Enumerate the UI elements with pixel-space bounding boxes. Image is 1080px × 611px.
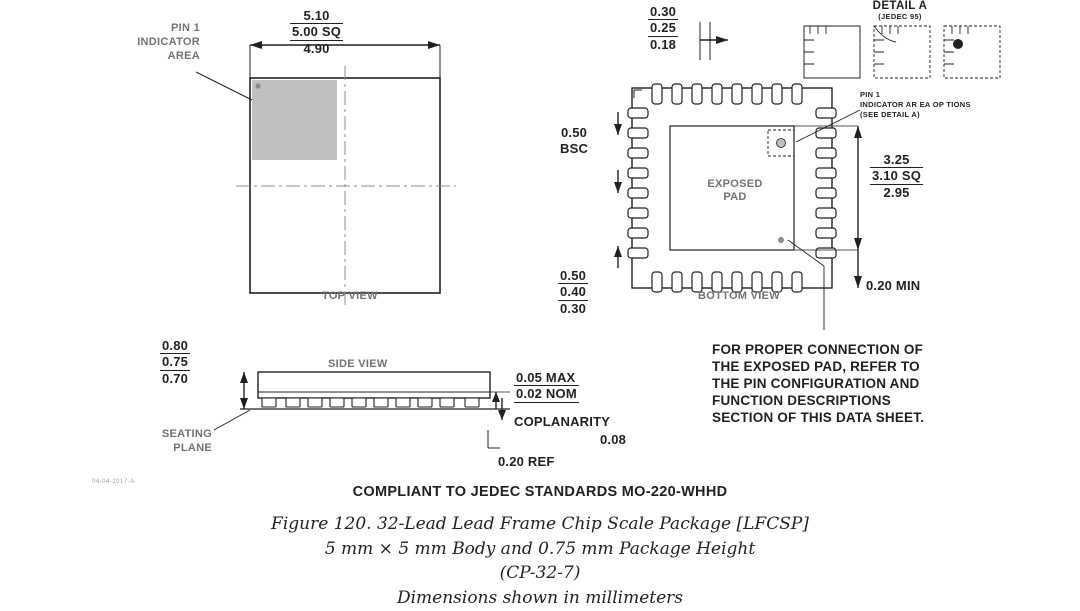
lead-length-max: 0.50 — [560, 268, 587, 283]
pad-max: 3.25 — [883, 152, 910, 167]
detail-a-drawing — [790, 22, 1020, 88]
body-size-min: 4.90 — [303, 40, 330, 56]
top-view-group — [0, 0, 520, 330]
body-size-dimension — [290, 8, 343, 56]
seating-plane-label — [120, 428, 212, 456]
pin1-options-line3: (SEE DETAIL A) — [860, 110, 920, 120]
lead-length-nom: 0.40 — [560, 284, 587, 300]
height-min: 0.70 — [162, 370, 189, 386]
lead-width-dimension — [648, 4, 678, 52]
pin1-options-line2: INDICATOR AR EA OP TIONS — [860, 100, 971, 110]
exposed-pad-note — [712, 342, 924, 426]
coplanarity-value: 0.08 — [600, 432, 627, 447]
side-view-label: SIDE VIEW — [328, 358, 388, 370]
lead-width-min: 0.18 — [650, 36, 677, 52]
pitch-ref: BSC — [560, 140, 589, 156]
caption-line-1: Figure 120. 32-Lead Lead Frame Chip Scale Package [LFCSP] — [271, 514, 809, 534]
lead-width-max: 0.30 — [650, 4, 677, 19]
seating-plane-line1: SEATING — [161, 428, 212, 440]
top-view-drawing — [0, 0, 520, 330]
figure-caption — [0, 512, 1080, 611]
bottom-view-label: BOTTOM VIEW — [698, 290, 780, 302]
detail-a-subtitle: (JEDEC 95) — [878, 12, 922, 22]
height-max: 0.80 — [162, 338, 189, 353]
height-nom: 0.75 — [162, 354, 189, 370]
side-revision-code-text: 04-04-2017-A — [92, 479, 135, 485]
pin1-area-line3: AREA — [167, 49, 200, 62]
package-height-dimension — [160, 338, 190, 386]
standoff-min-dimension: 0.20 MIN — [866, 278, 921, 293]
side-view-group — [110, 330, 670, 490]
caption-line-3: (CP-32-7) — [499, 563, 581, 584]
detail-a-title: DETAIL A — [872, 0, 928, 12]
exposed-pad-line1: EXPOSED — [707, 178, 763, 190]
note-line5: SECTION OF THIS DATA SHEET. — [712, 409, 925, 425]
pitch-value: 0.50 — [560, 125, 588, 140]
exposed-pad-label — [700, 178, 770, 204]
pin1-indicator-area-label — [120, 22, 200, 63]
note-line4: FUNCTION DESCRIPTIONS — [712, 392, 891, 408]
side-view-drawing — [110, 330, 670, 490]
body-size-nom: 5.00 SQ — [292, 24, 342, 40]
top-view-label: TOP VIEW — [322, 290, 378, 302]
pitch-dimension — [560, 125, 588, 156]
note-line2: THE EXPOSED PAD, REFER TO — [712, 358, 920, 374]
pin1-indicator-options-label — [860, 90, 971, 120]
detail-a-title-block — [830, 0, 970, 22]
pad-min: 2.95 — [883, 184, 910, 200]
coplanarity-max: 0.05 MAX — [516, 370, 576, 385]
pin1-area-line2: INDICATOR — [137, 35, 200, 48]
lead-length-min: 0.30 — [560, 300, 587, 316]
pin1-options-line1: PIN 1 — [860, 90, 881, 99]
pad-nom: 3.10 SQ — [872, 168, 922, 184]
coplanarity-dimension — [514, 370, 579, 403]
coplanarity-label: COPLANARITY — [514, 414, 611, 429]
pin1-area-line1: PIN 1 — [170, 22, 200, 34]
seating-plane-line2: PLANE — [173, 441, 212, 454]
lead-width-nom: 0.25 — [650, 20, 677, 36]
body-size-max: 5.10 — [303, 8, 330, 23]
note-line3: THE PIN CONFIGURATION AND — [712, 375, 920, 391]
exposed-pad-line2: PAD — [723, 191, 747, 204]
caption-line-2: 5 mm × 5 mm Body and 0.75 mm Package Height — [324, 538, 756, 559]
detail-a-group — [790, 0, 1020, 90]
side-revision-code — [92, 470, 135, 488]
jedec-compliance-text: COMPLIANT TO JEDEC STANDARDS MO-220-WHHD — [352, 484, 728, 500]
exposed-pad-dimension — [870, 152, 923, 200]
caption-line-4: Dimensions shown in millimeters — [396, 587, 684, 608]
lead-length-dimension — [558, 268, 588, 316]
note-line1: FOR PROPER CONNECTION OF — [712, 342, 924, 357]
coplanarity-nom: 0.02 NOM — [516, 386, 577, 402]
lead-thickness-ref: 0.20 REF — [498, 454, 555, 469]
